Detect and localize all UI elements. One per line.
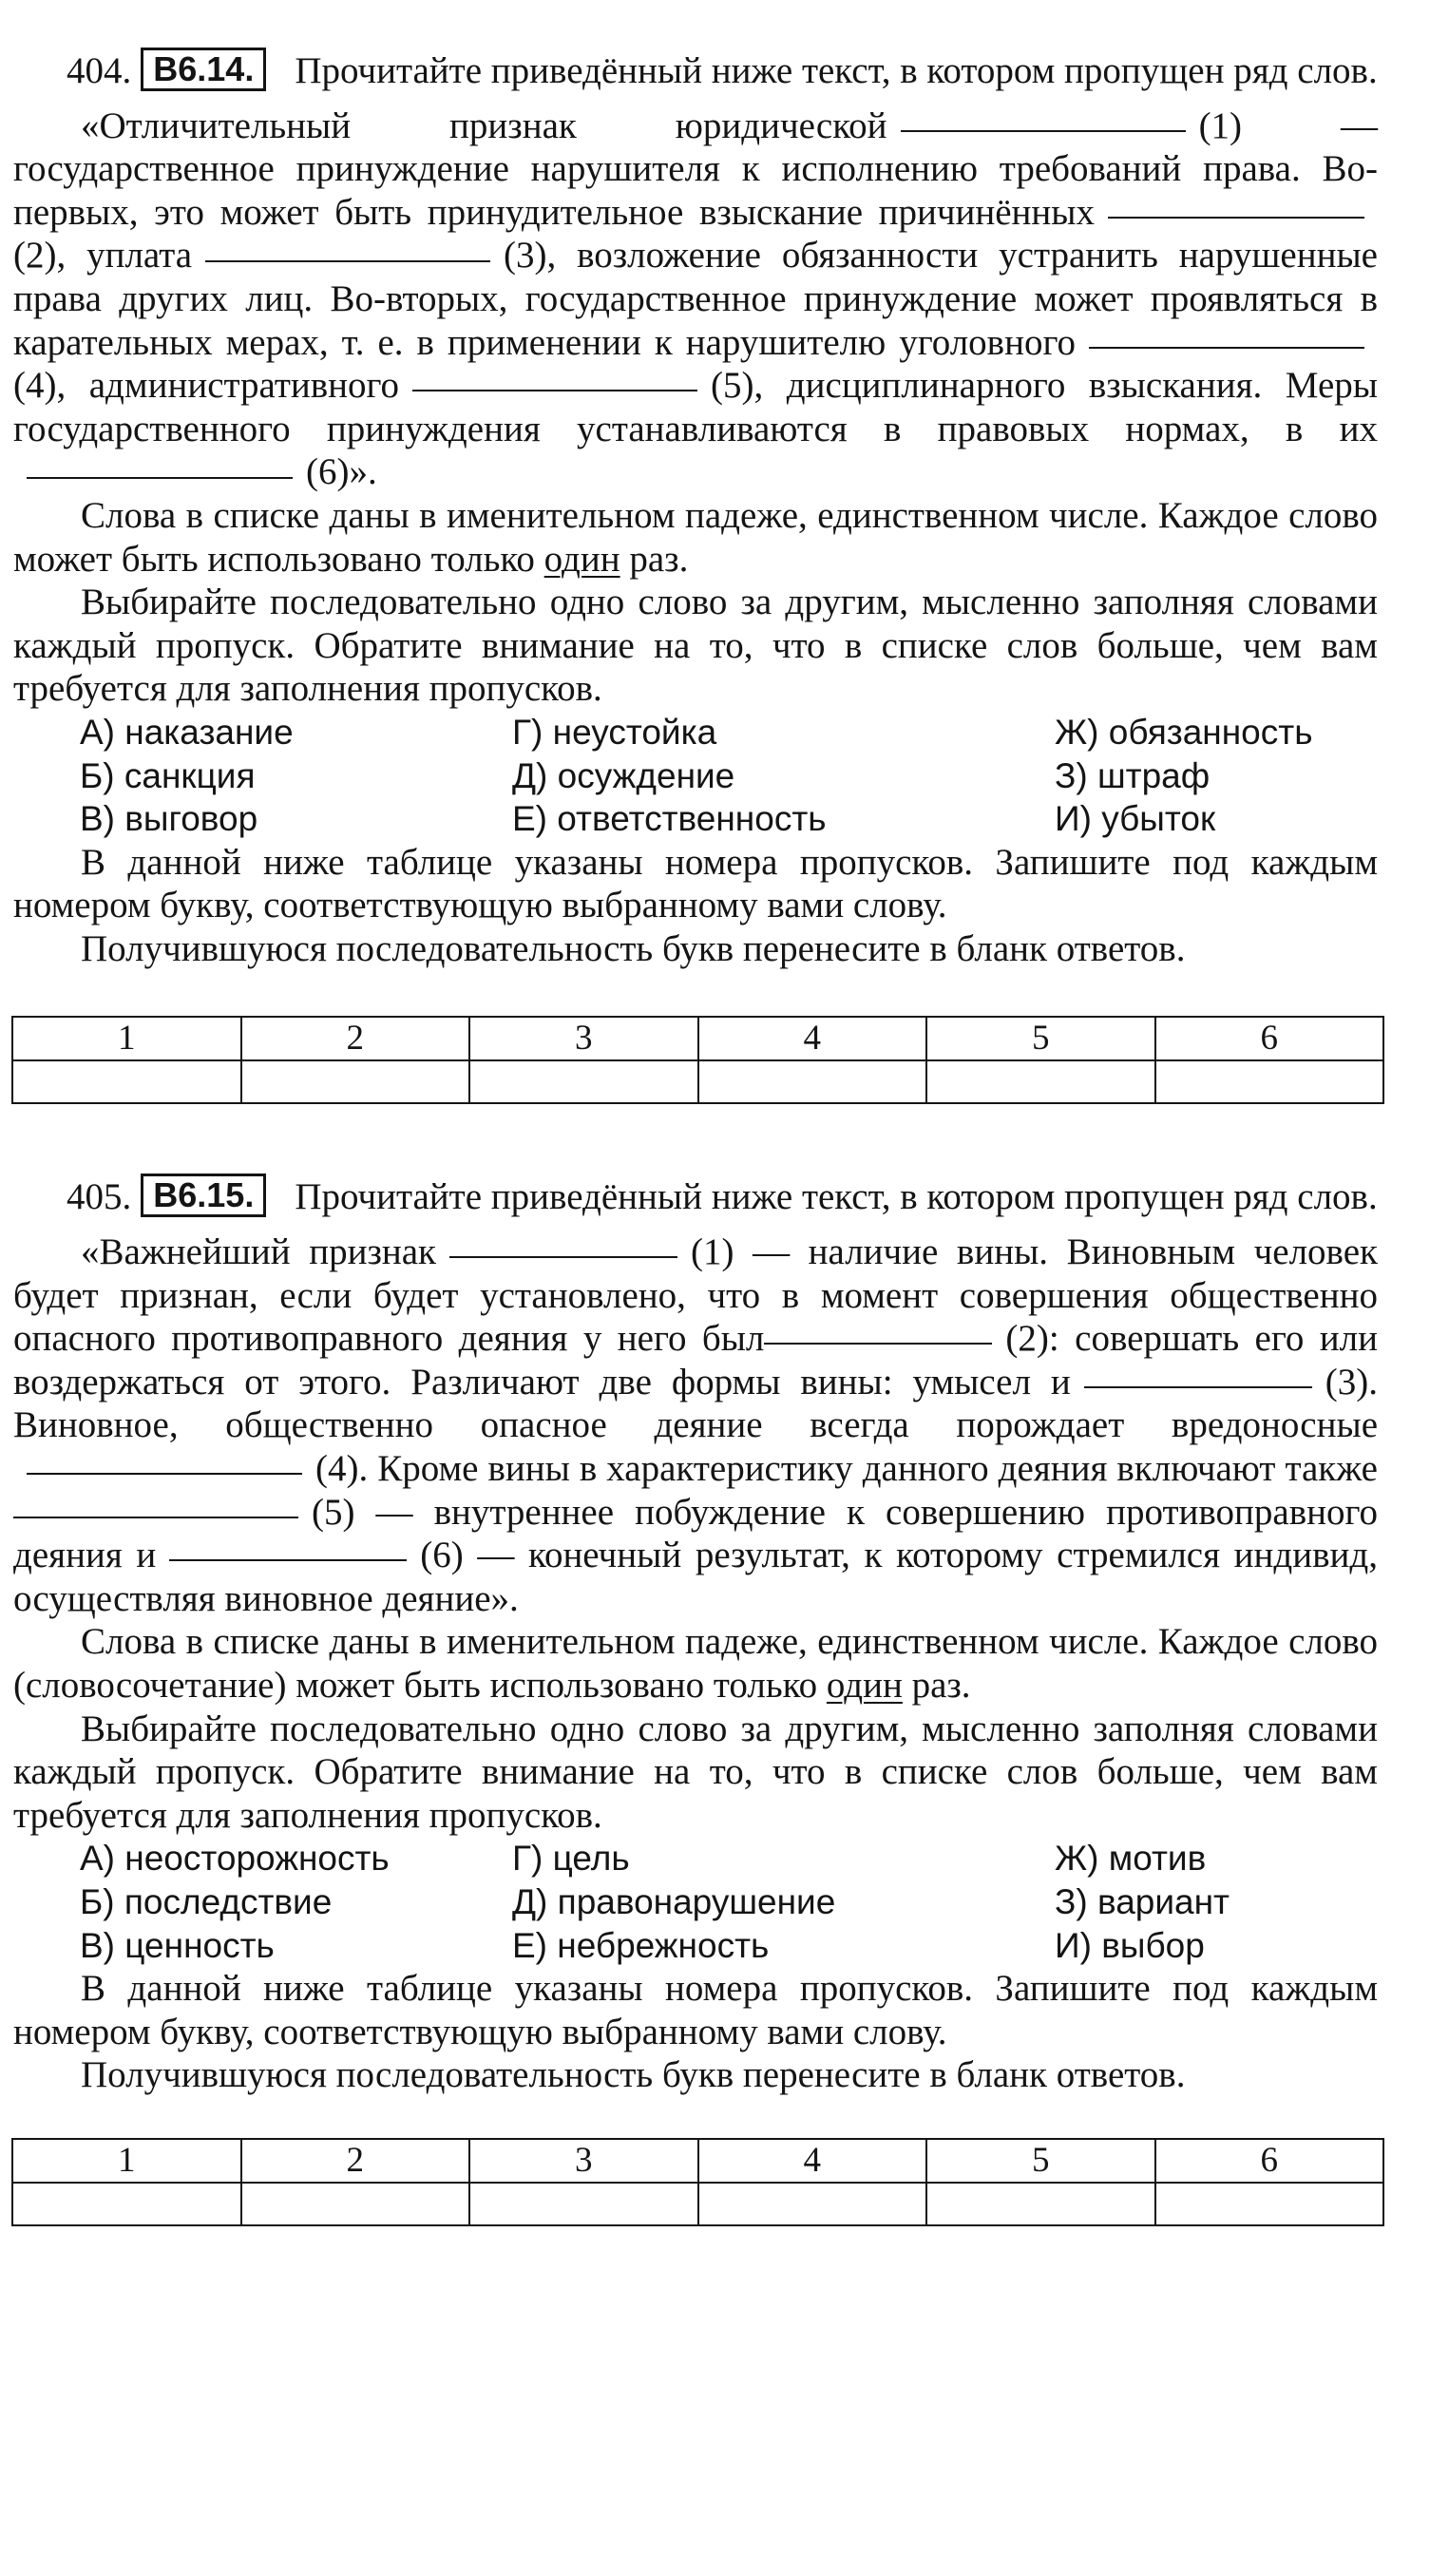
answer-table-header-row bbox=[12, 1017, 1383, 1060]
task-header bbox=[13, 1174, 1378, 1219]
note-text: Слова в списке даны в именительном падеже, единственном числе. Каждое слово (словосочетание) может быть использовано только bbox=[13, 1621, 1378, 1706]
gap-blank-3 bbox=[205, 259, 490, 262]
word-options bbox=[80, 711, 1378, 841]
gap-text-part: (2), уплата bbox=[13, 235, 193, 277]
answer-cell-3[interactable] bbox=[469, 1060, 698, 1103]
gap-text-part: (5) — внутреннее побуждение к совершению противоправного деяния и bbox=[13, 1491, 1378, 1576]
answer-column-header: 2 bbox=[241, 1017, 470, 1060]
answer-column-header: 4 bbox=[698, 2139, 927, 2183]
gap-text-part: (6)». bbox=[306, 451, 377, 493]
word-options bbox=[80, 1837, 1378, 1967]
gap-text-part: (6) — конечный результат, к которому стремился индивид, осуществляя виновное деяние». bbox=[13, 1535, 1378, 1619]
option-item: Д) правонарушение bbox=[512, 1881, 836, 1921]
gap-text-part: (1) — государственное принуждение нарушителя к исполнению требований права. Во-первых, это может быть принудительное взыскание причинённых bbox=[13, 105, 1378, 233]
answer-column-header: 5 bbox=[926, 1017, 1155, 1060]
answer-input-row bbox=[12, 1060, 1383, 1103]
option-item: Ж) мотив bbox=[1055, 1839, 1207, 1879]
answer-column-header: 6 bbox=[1155, 1017, 1384, 1060]
gap-text-part: (2): совершать его или воздержаться от этого. Различают две формы вины: умысел и bbox=[13, 1318, 1378, 1402]
option-item: Е) ответственность bbox=[512, 799, 827, 839]
word-list-note bbox=[13, 1620, 1378, 1707]
selection-instruction: Выбирайте последовательно одно слово за другим, мысленно заполняя словами каждый пропуск. Обратите внимание на то, что в списке слов больше, чем вам требуется для заполнения пропусков. bbox=[13, 582, 1378, 710]
gap-text-part: (4). Кроме вины в характеристику данного деяния включают также bbox=[315, 1448, 1378, 1490]
task-code-badge: B6.15. bbox=[141, 1174, 266, 1217]
answer-table bbox=[11, 1016, 1384, 1104]
note-text: раз. bbox=[629, 538, 689, 580]
gap-blank-6 bbox=[169, 1558, 407, 1561]
option-item: В) ценность bbox=[80, 1925, 275, 1965]
answer-column-header: 1 bbox=[12, 2139, 241, 2183]
answer-column-header: 2 bbox=[241, 2139, 470, 2183]
answer-cell-1[interactable] bbox=[12, 1060, 241, 1103]
selection-instruction: Выбирайте последовательно одно слово за другим, мысленно заполняя словами каждый пропуск. Обратите внимание на то, что в списке слов больше, чем вам требуется для заполнения пропусков. bbox=[13, 1708, 1378, 1836]
answer-column-header: 3 bbox=[469, 2139, 698, 2183]
answer-column-header: 1 bbox=[12, 1017, 241, 1060]
task-number: 404. bbox=[67, 50, 132, 91]
word-list-note bbox=[13, 494, 1378, 581]
option-item: Д) осуждение bbox=[512, 755, 735, 795]
gap-text-part: (4), административного bbox=[13, 365, 400, 407]
option-item: А) наказание bbox=[80, 712, 294, 752]
gap-blank-1 bbox=[449, 1255, 677, 1258]
gap-blank-6 bbox=[27, 476, 293, 479]
option-item: З) вариант bbox=[1055, 1881, 1230, 1921]
gap-blank-4 bbox=[1089, 346, 1364, 349]
option-item: И) выбор bbox=[1055, 1925, 1205, 1965]
task-instruction: Прочитайте приведённый ниже текст, в котором пропущен ряд слов. bbox=[295, 50, 1378, 91]
table-note: В данной ниже таблице указаны номера пропусков. Запишите под каждым номером букву, соответствующую выбранному вами слову. bbox=[13, 841, 1378, 926]
option-item: В) выговор bbox=[80, 799, 258, 839]
transfer-note: Получившуюся последовательность букв перенесите в бланк ответов. bbox=[81, 927, 1186, 969]
gap-blank-5 bbox=[13, 1516, 298, 1518]
gap-text-part: (3), возложение обязанности устранить нарушенные права других лиц. Во-вторых, государственное принуждение может проявляться в карательных мерах, т. е. в применении к нарушителю уголовного bbox=[13, 235, 1378, 363]
option-item: Е) небрежность bbox=[512, 1925, 770, 1965]
option-item: Б) последствие bbox=[80, 1881, 333, 1921]
answer-cell-4[interactable] bbox=[698, 2183, 927, 2225]
gap-text-part: (5), дисциплинарного взыскания. Меры государственного принуждения устанавливаются в правовых нормах, в их bbox=[13, 365, 1378, 449]
answer-cell-2[interactable] bbox=[241, 1060, 470, 1103]
answer-column-header: 3 bbox=[469, 1017, 698, 1060]
gap-blank-4 bbox=[27, 1472, 302, 1475]
gap-blank-2 bbox=[764, 1342, 992, 1345]
answer-cell-4[interactable] bbox=[698, 1060, 927, 1103]
gap-text-part: (1) — наличие вины. Виновным человек будет признан, если будет установлено, что в момент совершения общественно опасного противоправного деяния у него был bbox=[13, 1231, 1378, 1360]
answer-cell-6[interactable] bbox=[1155, 2183, 1384, 2225]
gap-blank-3 bbox=[1084, 1385, 1312, 1388]
option-item: Г) неустойка bbox=[512, 712, 717, 752]
task-code-badge: B6.14. bbox=[141, 48, 266, 91]
answer-column-header: 4 bbox=[698, 1017, 927, 1060]
option-item: Б) санкция bbox=[80, 755, 256, 795]
task-header bbox=[13, 48, 1378, 93]
answer-table bbox=[11, 2138, 1384, 2226]
option-item: З) штраф bbox=[1055, 755, 1211, 795]
answer-input-row bbox=[12, 2183, 1383, 2225]
gap-text-part: «Важнейший признак bbox=[81, 1231, 436, 1273]
option-item: А) неосторожность bbox=[80, 1839, 390, 1879]
table-note: В данной ниже таблице указаны номера пропусков. Запишите под каждым номером букву, соответствующую выбранному вами слову. bbox=[13, 1968, 1378, 2052]
option-item: Г) цель bbox=[512, 1839, 630, 1879]
answer-cell-2[interactable] bbox=[241, 2183, 470, 2225]
answer-cell-5[interactable] bbox=[926, 2183, 1155, 2225]
task-instruction: Прочитайте приведённый ниже текст, в котором пропущен ряд слов. bbox=[295, 1176, 1378, 1218]
task-405 bbox=[13, 1174, 1378, 2225]
task-number: 405. bbox=[67, 1176, 132, 1218]
gap-blank-1 bbox=[901, 129, 1186, 132]
note-underlined-word: один bbox=[826, 1665, 903, 1706]
note-underlined-word: один bbox=[543, 538, 620, 580]
gap-blank-2 bbox=[1108, 216, 1364, 219]
gap-text-part: (3). Виновное, общественно опасное деяние всегда порождает вредоносные bbox=[13, 1361, 1378, 1446]
answer-cell-1[interactable] bbox=[12, 2183, 241, 2225]
gap-text-part: «Отличительный признак юридической bbox=[81, 105, 887, 146]
answer-column-header: 5 bbox=[926, 2139, 1155, 2183]
task-404 bbox=[13, 48, 1378, 1104]
transfer-note: Получившуюся последовательность букв перенесите в бланк ответов. bbox=[81, 2054, 1186, 2096]
gap-text bbox=[13, 1231, 1378, 1620]
answer-cell-3[interactable] bbox=[469, 2183, 698, 2225]
note-text: Слова в списке даны в именительном падеже, единственном числе. Каждое слово может быть использовано только bbox=[13, 494, 1378, 580]
gap-text bbox=[13, 105, 1378, 494]
option-item: И) убыток bbox=[1055, 799, 1216, 839]
answer-cell-5[interactable] bbox=[926, 1060, 1155, 1103]
answer-cell-6[interactable] bbox=[1155, 1060, 1384, 1103]
page bbox=[13, 48, 1378, 2226]
answer-column-header: 6 bbox=[1155, 2139, 1384, 2183]
option-item: Ж) обязанность bbox=[1055, 712, 1313, 752]
note-text: раз. bbox=[911, 1665, 971, 1706]
answer-table-header-row bbox=[12, 2139, 1383, 2183]
gap-blank-5 bbox=[412, 389, 697, 391]
